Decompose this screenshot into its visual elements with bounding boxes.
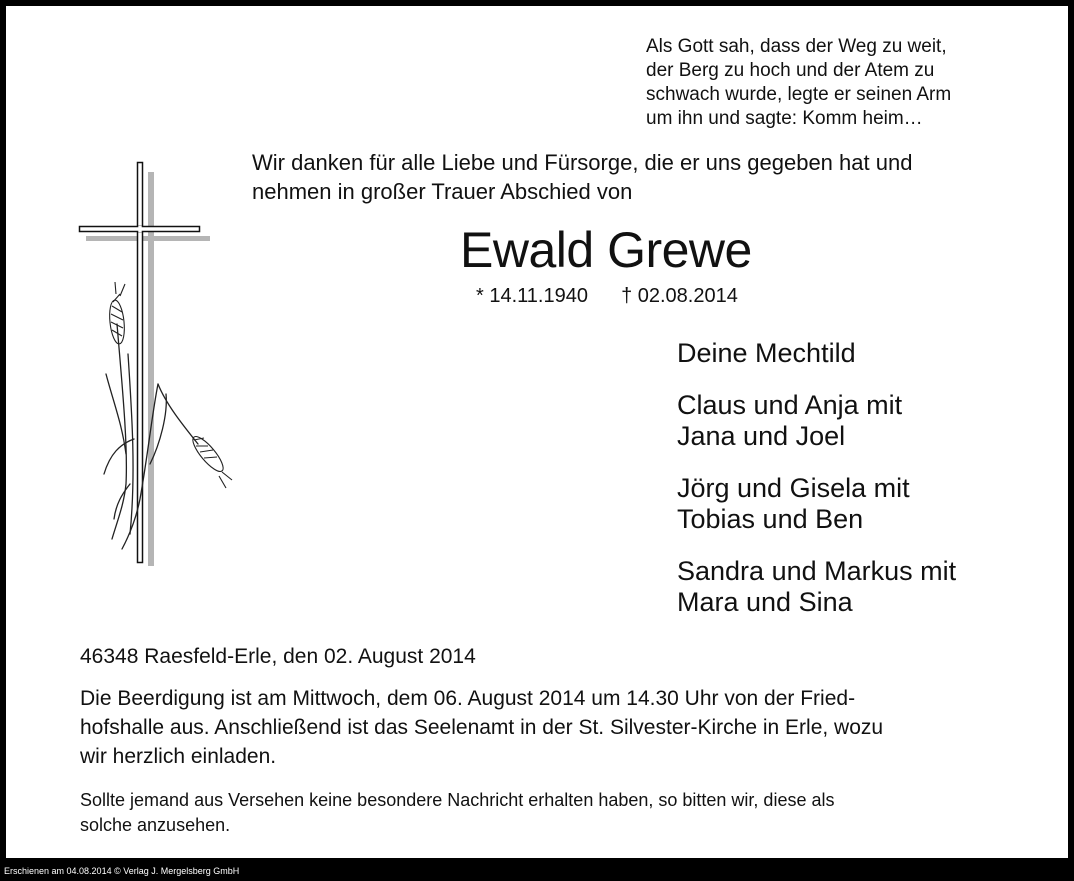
family-line: Sandra und Markus mit: [677, 556, 957, 586]
family-line: Tobias und Ben: [677, 504, 864, 534]
obituary-card: [6, 6, 1068, 858]
death-date: † 02.08.2014: [621, 285, 738, 307]
family-group: [677, 473, 956, 535]
family-line: Jana und Joel: [677, 421, 846, 451]
intro-line: nehmen in großer Trauer Abschied von: [252, 179, 633, 204]
funeral-info: [80, 684, 883, 771]
place-date: 46348 Raesfeld-Erle, den 02. August 2014: [80, 645, 476, 668]
family-line: Jörg und Gisela mit: [677, 473, 910, 503]
poem-line: der Berg zu hoch und der Atem zu: [646, 60, 935, 81]
intro-line: Wir danken für alle Liebe und Fürsorge, die er uns gegeben hat und: [252, 150, 913, 175]
notice-line: solche anzusehen.: [80, 815, 231, 835]
birth-date: * 14.11.1940: [476, 285, 588, 307]
publication-footer: Erschienen am 04.08.2014 © Verlag J. Mergelsberg GmbH: [4, 866, 240, 876]
funeral-line: wir herzlich einladen.: [80, 745, 277, 768]
family-line: Mara und Sina: [677, 587, 853, 617]
poem-line: um ihn und sagte: Komm heim…: [646, 108, 923, 129]
funeral-line: Die Beerdigung ist am Mittwoch, dem 06. August 2014 um 14.30 Uhr von der Fried-: [80, 687, 856, 710]
family-group: [677, 390, 956, 452]
funeral-line: hofshalle aus. Anschließend ist das Seelenamt in der St. Silvester-Kirche in Erle, wozu: [80, 716, 884, 739]
family-line: Claus und Anja mit: [677, 390, 903, 420]
deceased-name: Ewald Grewe: [460, 222, 752, 278]
notice-text: [80, 788, 834, 838]
cross-with-wheat-icon: [70, 154, 240, 574]
family-group: [677, 556, 956, 618]
family-group: [677, 338, 956, 369]
poem-line: Als Gott sah, dass der Weg zu weit,: [646, 36, 947, 57]
notice-line: Sollte jemand aus Versehen keine besondere Nachricht erhalten haben, so bitten wir, diese als: [80, 790, 835, 810]
intro-text: [252, 148, 912, 206]
life-dates: [476, 283, 738, 309]
family-line: Deine Mechtild: [677, 338, 856, 368]
poem: [646, 35, 951, 131]
family-list: [677, 338, 956, 639]
poem-line: schwach wurde, legte er seinen Arm: [646, 84, 952, 105]
